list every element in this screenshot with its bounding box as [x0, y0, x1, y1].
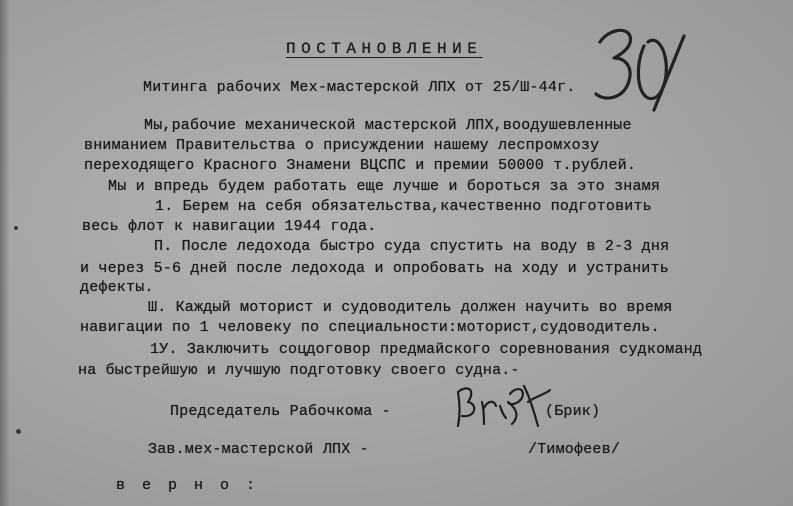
body-line: Мы,рабочие механической мастерской ЛПХ,воодушевленные	[144, 117, 632, 134]
document-title: ПОСТАНОВЛЕНИЕ	[286, 40, 483, 58]
body-line: П. После ледохода быстро суда спустить на воду в 2-3 дня	[154, 238, 670, 255]
body-line: Мы и впредь будем работать еще лучше и бороться за это знамя	[108, 178, 661, 195]
head-name: /Тимофеев/	[528, 441, 621, 458]
body-line: вниманием Правительства о присуждении нашему леспромхозу	[84, 137, 600, 154]
chairman-name: (Брик)	[545, 403, 601, 420]
body-line: дефекты.	[80, 279, 154, 296]
body-line: навигации по 1 человеку по специальности:моторист,судоводитель.	[80, 319, 660, 336]
head-label: Зав.мех-мастерской ЛПХ -	[148, 441, 369, 458]
page-edge-shadow	[0, 0, 10, 506]
chairman-signature	[450, 372, 555, 432]
body-line: и через 5-6 дней после ледохода и опробовать на ходу и устранить	[80, 260, 669, 277]
body-line: на быстрейшую и лучшую подготовку своего судна.-	[78, 362, 520, 379]
pin-hole	[16, 429, 21, 434]
document-subtitle: Митинга рабочих Мех-мастерской ЛПХ от 25/Ш-44г.	[143, 79, 576, 96]
pin-hole	[14, 226, 18, 230]
chairman-label: Председатель Рабочкома -	[170, 403, 391, 420]
body-line: 1У. Заключить соцдоговор предмайского соревнования судкоманд	[150, 341, 703, 358]
attestation-label: в е р н о :	[116, 477, 260, 494]
body-line: переходящего Красного Знамени ВЦСПС и премии 50000 т.рублей.	[84, 157, 637, 174]
body-line: весь флот к навигации 1944 года.	[82, 218, 377, 235]
body-line: Ш. Каждый моторист и судоводитель должен научить во время	[148, 299, 673, 316]
handwritten-number-30	[578, 6, 698, 116]
body-line: 1. Берем на себя обязательства,качественно подготовить	[155, 198, 652, 215]
